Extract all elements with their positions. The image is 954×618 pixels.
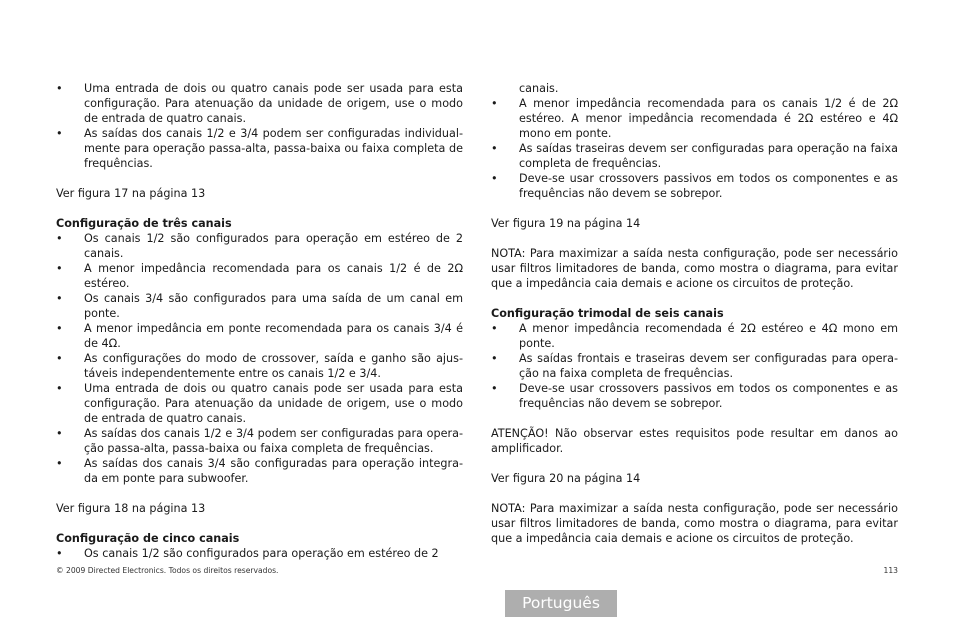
bullet-text: As configurações do modo de crossover, saída e ganho são ajus-táveis independentemente entre os canais 1/2 e 3/4. bbox=[84, 352, 463, 380]
bullet-text: Os canais 1/2 são configurados para operação em estéreo de 2 bbox=[84, 547, 439, 560]
bullet-item bbox=[491, 321, 898, 351]
three-channel-bullet-list bbox=[56, 231, 463, 486]
bullet-item bbox=[56, 381, 463, 426]
bullet-text: Os canais 1/2 são configurados para operação em estéreo de 2 canais. bbox=[84, 232, 463, 260]
note-paragraph: NOTA: Para maximizar a saída nesta configuração, pode ser necessário usar filtros limitadores de banda, como mostra o diagrama, para evitar que a impedância caia demais e acione os circuitos de proteção. bbox=[491, 247, 898, 290]
bullet-item bbox=[56, 456, 463, 486]
bullet-text: As saídas dos canais 3/4 são configuradas para operação integra-da em ponte para subwoofer. bbox=[84, 457, 463, 485]
right-column bbox=[491, 81, 898, 546]
note-paragraph: NOTA: Para maximizar a saída nesta configuração, pode ser necessário usar filtros limitadores de banda, como mostra o diagrama, para evitar que a impedância caia demais e acione os circuitos de proteção. bbox=[491, 502, 898, 545]
left-column bbox=[56, 81, 463, 561]
bullet-item bbox=[491, 171, 898, 201]
bullet-text: Os canais 3/4 são configurados para uma saída de um canal em ponte. bbox=[84, 292, 463, 320]
bullet-item bbox=[56, 126, 463, 171]
bullet-icon: • bbox=[56, 322, 63, 335]
bullet-text: As saídas dos canais 1/2 e 3/4 podem ser configuradas individual-mente para operação passa-alta, passa-baixa ou faixa completa de frequências. bbox=[84, 127, 463, 170]
bullet-item bbox=[491, 141, 898, 171]
bullet-text: As saídas dos canais 1/2 e 3/4 podem ser configuradas para opera-ção passa-alta, passa-baixa ou faixa completa de frequências. bbox=[84, 427, 463, 455]
bullet-icon: • bbox=[56, 352, 63, 365]
five-channel-heading: Configuração de cinco canais bbox=[56, 532, 240, 545]
bullet-item bbox=[56, 261, 463, 291]
bullet-icon: • bbox=[491, 142, 498, 155]
bullet-item bbox=[56, 291, 463, 321]
bullet-item bbox=[491, 96, 898, 141]
five-channel-bullet-list-continued bbox=[491, 96, 898, 201]
warning-paragraph: ATENÇÃO! Não observar estes requisitos pode resultar em danos ao amplificador. bbox=[491, 427, 898, 455]
bullet-icon: • bbox=[56, 382, 63, 395]
bullet-text: A menor impedância recomendada para os canais 1/2 é de 2Ω estéreo. A menor impedância recomendada é 2Ω estéreo e 4Ω mono em ponte. bbox=[519, 97, 898, 140]
bullet-item bbox=[56, 321, 463, 351]
bullet-item bbox=[491, 381, 898, 411]
bullet-text: A menor impedância recomendada é 2Ω estéreo e 4Ω mono em ponte. bbox=[519, 322, 898, 350]
bullet-continuation: canais. bbox=[519, 82, 559, 95]
bullet-item bbox=[56, 81, 463, 126]
language-tab: Português bbox=[505, 590, 617, 617]
bullet-text: Deve-se usar crossovers passivos em todos os componentes e as frequências não devem se sobrepor. bbox=[519, 382, 898, 410]
bullet-icon: • bbox=[491, 382, 498, 395]
three-channel-heading: Configuração de três canais bbox=[56, 217, 232, 230]
bullet-icon: • bbox=[491, 352, 498, 365]
bullet-text: A menor impedância em ponte recomendada para os canais 3/4 é de 4Ω. bbox=[84, 322, 463, 350]
bullet-icon: • bbox=[56, 82, 63, 95]
six-channel-heading: Configuração trimodal de seis canais bbox=[491, 307, 724, 320]
bullet-text: As saídas traseiras devem ser configuradas para operação na faixa completa de frequências. bbox=[519, 142, 898, 170]
bullet-item bbox=[56, 231, 463, 261]
figure-reference-17: Ver figura 17 na página 13 bbox=[56, 187, 206, 200]
bullet-item bbox=[491, 351, 898, 381]
five-channel-bullet-list bbox=[56, 546, 463, 561]
copyright-notice: © 2009 Directed Electronics. Todos os direitos reservados. bbox=[56, 566, 279, 575]
bullet-icon: • bbox=[56, 127, 63, 140]
figure-reference-20: Ver figura 20 na página 14 bbox=[491, 472, 641, 485]
bullet-icon: • bbox=[56, 262, 63, 275]
bullet-text: Uma entrada de dois ou quatro canais pode ser usada para esta configuração. Para atenuação da unidade de origem, use o modo de entrada de quatro canais. bbox=[84, 382, 463, 425]
bullet-icon: • bbox=[491, 172, 498, 185]
bullet-icon: • bbox=[56, 427, 63, 440]
bullet-text: Deve-se usar crossovers passivos em todos os componentes e as frequências não devem se sobrepor. bbox=[519, 172, 898, 200]
bullet-text: Uma entrada de dois ou quatro canais pode ser usada para esta configuração. Para atenuação da unidade de origem, use o modo de entrada de quatro canais. bbox=[84, 82, 463, 125]
bullet-icon: • bbox=[491, 322, 498, 335]
figure-reference-18: Ver figura 18 na página 13 bbox=[56, 502, 206, 515]
page-number: 113 bbox=[883, 566, 898, 575]
bullet-icon: • bbox=[56, 457, 63, 470]
bullet-icon: • bbox=[56, 292, 63, 305]
bullet-text: A menor impedância recomendada para os canais 1/2 é de 2Ω estéreo. bbox=[84, 262, 463, 290]
bullet-item bbox=[56, 426, 463, 456]
bullet-icon: • bbox=[56, 232, 63, 245]
intro-bullet-list bbox=[56, 81, 463, 171]
bullet-item bbox=[56, 546, 463, 561]
bullet-icon: • bbox=[491, 97, 498, 110]
bullet-item bbox=[56, 351, 463, 381]
bullet-icon: • bbox=[56, 547, 63, 560]
bullet-text: As saídas frontais e traseiras devem ser configuradas para opera-ção na faixa completa de frequências. bbox=[519, 352, 898, 380]
figure-reference-19: Ver figura 19 na página 14 bbox=[491, 217, 641, 230]
six-channel-bullet-list bbox=[491, 321, 898, 411]
